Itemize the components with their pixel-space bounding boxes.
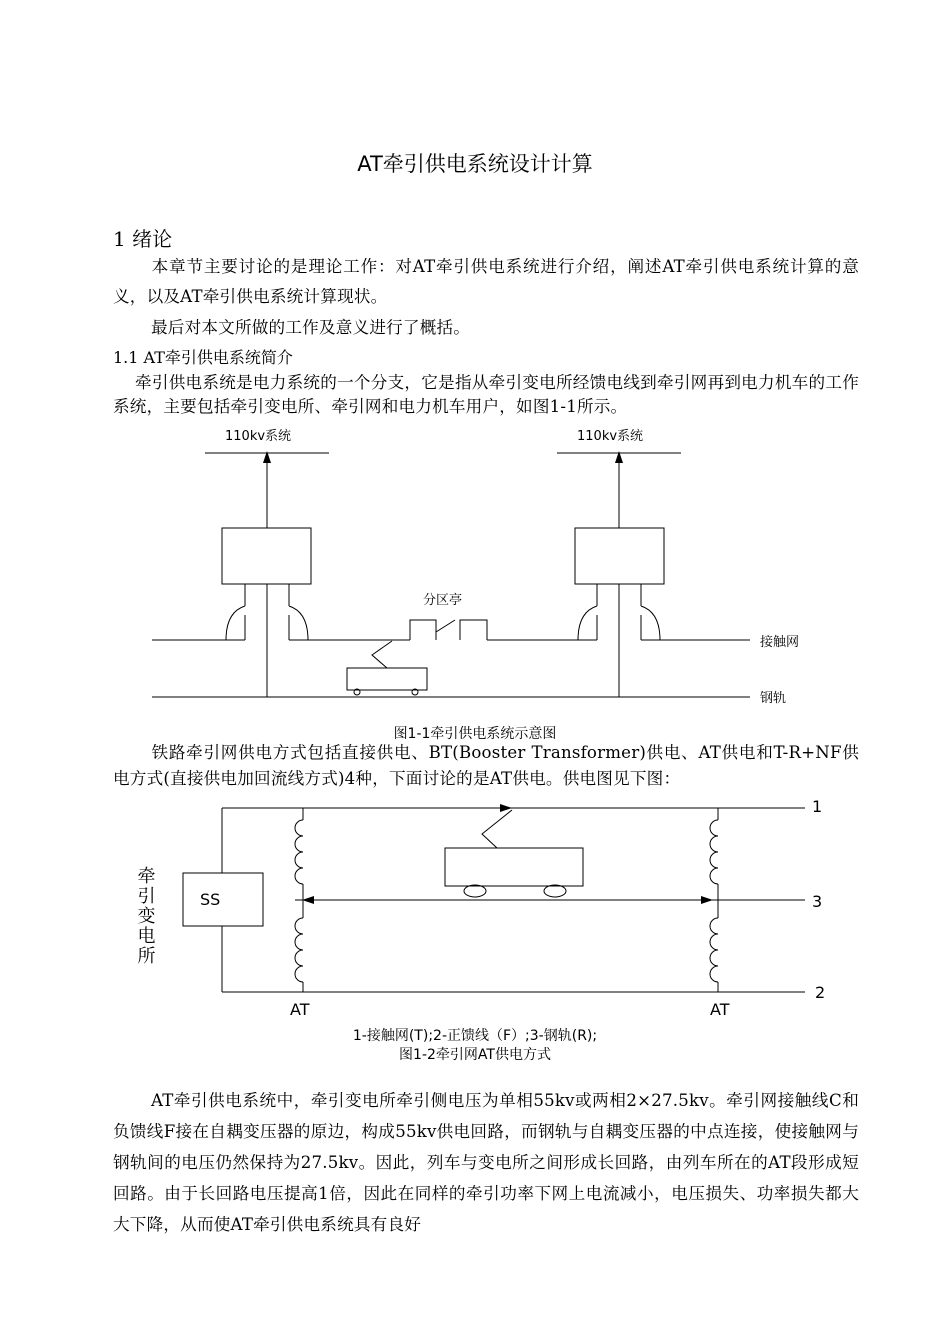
section-heading-1-1: 1.1 AT牵引供电系统简介 xyxy=(113,348,293,367)
ss-box xyxy=(183,873,263,926)
arrow-head-rail-right xyxy=(701,896,713,904)
figure-1-2-legend: 1-接触网(T);2-正馈线（F）;3-钢轨(R); xyxy=(352,1028,598,1044)
paragraph-text: 铁路牵引网供电方式包括直接供电、BT(Booster Transformer)供电、AT供电和T-R+NF供电方式(直接供电加回流线方式)4种，下面讨论的是AT供电。供电图见下图： xyxy=(113,743,859,788)
label-110kv-right: 110kv系统 xyxy=(577,429,644,444)
substation-vertical-label: 牵引变电所 xyxy=(134,866,156,966)
paragraph xyxy=(113,1085,859,1240)
line-3-label: 3 xyxy=(812,892,823,911)
line-2-label: 2 xyxy=(815,983,826,1002)
at-right-label: AT xyxy=(710,1000,730,1019)
at-left-label: AT xyxy=(290,1000,310,1019)
page-title: AT牵引供电系统设计计算 xyxy=(357,152,593,176)
paragraph-text: 本章节主要讨论的是理论工作：对AT牵引供电系统进行介绍，阐述AT牵引供电系统计算的意义，以及AT牵引供电系统计算现状。 xyxy=(113,257,859,306)
at-left-coil-lower xyxy=(295,918,303,982)
label-catenary: 接触网 xyxy=(760,635,800,650)
paragraph-text: 最后对本文所做的工作及意义进行了概括。 xyxy=(151,318,471,337)
ss-label: SS xyxy=(200,890,221,909)
at-right-coil-upper xyxy=(710,820,718,884)
label-110kv-left: 110kv系统 xyxy=(225,429,292,444)
train-body xyxy=(445,848,583,886)
label-section-post: 分区亭 xyxy=(423,593,463,608)
section-heading-1: 1 绪论 xyxy=(113,227,173,251)
arrow-head-rail-left xyxy=(302,896,314,904)
figure-1-2-caption: 图1-2牵引网AT供电方式 xyxy=(399,1047,551,1063)
train-wheel xyxy=(544,885,566,897)
train-wheel xyxy=(464,885,486,897)
paragraph-text: 牵引供电系统是电力系统的一个分支，它是指从牵引变电所经馈电线到牵引网再到电力机车的工作系统，主要包括牵引变电所、牵引网和电力机车用户，如图1-1所示。 xyxy=(113,373,859,416)
at-right-coil-lower xyxy=(710,918,718,982)
paragraph-text: AT牵引供电系统中，牵引变电所牵引侧电压为单相55kv或两相2×27.5kv。牵引网接触线C和负馈线F接在自耦变压器的原边，构成55kv供电回路，而钢轨与自耦变压器的中点连接，使接触网与钢轨间的电压仍然保持为27.5kv。因此，列车与变电所之间形成长回路，由列车所在的AT段形成短回路。由于长回路电压提高1倍，因此在同样的牵引功率下网上电流减小，电压损失、功率损失都大大下降，从而使AT牵引供电系统具有良好 xyxy=(113,1091,859,1234)
train-pantograph xyxy=(482,810,512,848)
label-rail: 钢轨 xyxy=(760,691,787,706)
figure-1-1-caption: 图1-1牵引供电系统示意图 xyxy=(393,726,557,742)
line-1-label: 1 xyxy=(812,797,823,816)
at-left-coil-upper xyxy=(295,820,303,884)
